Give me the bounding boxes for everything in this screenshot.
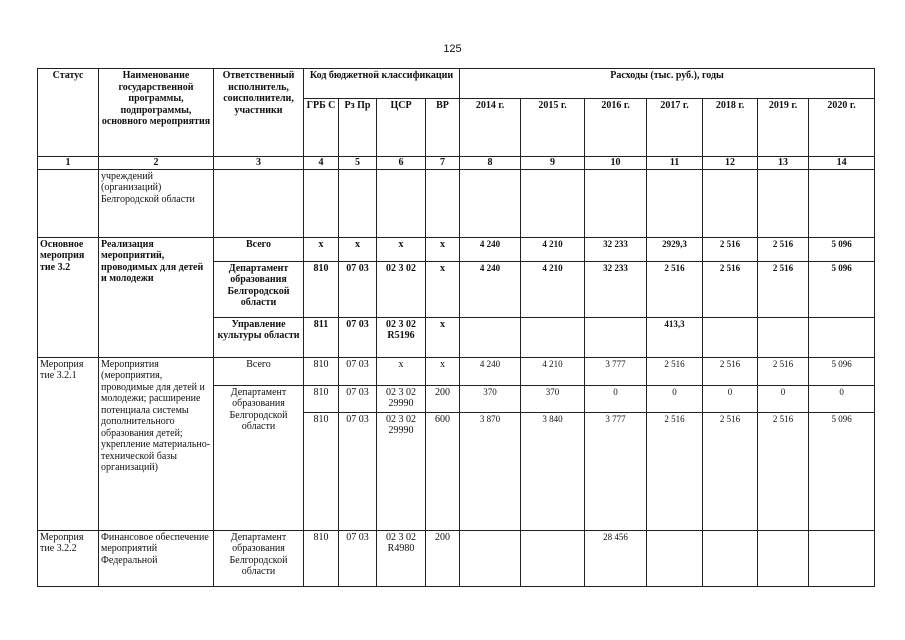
vr-cell: х [426, 357, 460, 385]
vr-cell: х [426, 317, 460, 357]
rzpr-cell: 07 03 [339, 385, 377, 412]
column-number: 5 [339, 157, 377, 170]
executor-cell: Управление культуры области [214, 317, 304, 357]
budget-table [37, 68, 875, 587]
value-cell [758, 317, 809, 357]
page-number: 125 [443, 43, 462, 55]
value-cell [758, 530, 809, 586]
value-cell [703, 317, 758, 357]
header-status: Статус [38, 69, 99, 157]
header-csr: ЦСР [377, 99, 426, 157]
value-cell: 32 233 [585, 237, 647, 261]
value-cell: 5 096 [809, 412, 875, 530]
status-cell: Основное мероприя тие 3.2 [38, 237, 99, 357]
column-number: 7 [426, 157, 460, 170]
rzpr-cell: х [339, 237, 377, 261]
value-cell [585, 317, 647, 357]
executor-cell: Департамент образования Белгородской области [214, 385, 304, 530]
csr-cell: х [377, 357, 426, 385]
header-year: 2015 г. [521, 99, 585, 157]
value-cell: 4 240 [460, 357, 521, 385]
value-cell: 32 233 [585, 261, 647, 317]
value-cell: 0 [647, 385, 703, 412]
value-cell: 2 516 [758, 261, 809, 317]
table-row [38, 237, 875, 261]
header-year: 2019 г. [758, 99, 809, 157]
value-cell: 3 870 [460, 412, 521, 530]
status-cell: Мероприя тие 3.2.1 [38, 357, 99, 530]
header-grbs: ГРБ С [304, 99, 339, 157]
table-row [38, 530, 875, 586]
rzpr-cell: 07 03 [339, 317, 377, 357]
value-cell: 0 [585, 385, 647, 412]
header-vr: ВР [426, 99, 460, 157]
rzpr-cell: 07 03 [339, 261, 377, 317]
grbs-cell: 810 [304, 357, 339, 385]
executor-cell: Всего [214, 357, 304, 385]
column-number: 4 [304, 157, 339, 170]
value-cell: 2 516 [647, 412, 703, 530]
continuation-text: учреждений (организаций) Белгородской области [99, 169, 214, 237]
header-year: 2014 г. [460, 99, 521, 157]
value-cell: 4 210 [521, 357, 585, 385]
value-cell: 4 210 [521, 261, 585, 317]
executor-cell: Всего [214, 237, 304, 261]
value-cell [647, 530, 703, 586]
value-cell: 4 210 [521, 237, 585, 261]
value-cell: 2 516 [647, 261, 703, 317]
grbs-cell: 811 [304, 317, 339, 357]
header-year: 2017 г. [647, 99, 703, 157]
vr-cell: 200 [426, 385, 460, 412]
grbs-cell: 810 [304, 261, 339, 317]
column-number: 2 [99, 157, 214, 170]
header-year: 2016 г. [585, 99, 647, 157]
rzpr-cell: 07 03 [339, 530, 377, 586]
value-cell: 0 [809, 385, 875, 412]
value-cell: 2 516 [758, 237, 809, 261]
column-number: 10 [585, 157, 647, 170]
value-cell [460, 317, 521, 357]
value-cell [521, 317, 585, 357]
status-cell: Мероприя тие 3.2.2 [38, 530, 99, 586]
value-cell: 413,3 [647, 317, 703, 357]
value-cell [809, 530, 875, 586]
value-cell [703, 530, 758, 586]
value-cell: 28 456 [585, 530, 647, 586]
header-executor: Ответственный исполнитель, соисполнители, участники [214, 69, 304, 157]
value-cell: 2 516 [703, 357, 758, 385]
value-cell: 3 777 [585, 412, 647, 530]
csr-cell: 02 3 02 [377, 261, 426, 317]
header-rzpr: Рз Пр [339, 99, 377, 157]
value-cell: 370 [460, 385, 521, 412]
rzpr-cell: 07 03 [339, 357, 377, 385]
vr-cell: 200 [426, 530, 460, 586]
value-cell [521, 530, 585, 586]
vr-cell: 600 [426, 412, 460, 530]
csr-cell: х [377, 237, 426, 261]
grbs-cell: 810 [304, 530, 339, 586]
column-number: 1 [38, 157, 99, 170]
value-cell: 2929,3 [647, 237, 703, 261]
column-number: 8 [460, 157, 521, 170]
program-name-cell: Мероприятия (мероприятия, проводимые для детей и молодежи; расширение потенциала системы дополнительного образования детей; укрепление материально-технической базы организаций) [99, 357, 214, 530]
header-year: 2020 г. [809, 99, 875, 157]
value-cell: 5 096 [809, 237, 875, 261]
column-number-row [38, 157, 875, 170]
value-cell: 4 240 [460, 261, 521, 317]
grbs-cell: 810 [304, 385, 339, 412]
executor-cell: Департамент образования Белгородской области [214, 261, 304, 317]
value-cell: 2 516 [703, 412, 758, 530]
csr-cell: 02 3 02 29990 [377, 412, 426, 530]
value-cell: 0 [703, 385, 758, 412]
value-cell: 4 240 [460, 237, 521, 261]
column-number: 12 [703, 157, 758, 170]
value-cell: 5 096 [809, 261, 875, 317]
table-row [38, 357, 875, 385]
column-number: 11 [647, 157, 703, 170]
column-number: 13 [758, 157, 809, 170]
value-cell: 370 [521, 385, 585, 412]
value-cell: 3 840 [521, 412, 585, 530]
value-cell [460, 530, 521, 586]
column-number: 14 [809, 157, 875, 170]
value-cell: 0 [758, 385, 809, 412]
value-cell: 2 516 [758, 357, 809, 385]
csr-cell: 02 3 02 R5196 [377, 317, 426, 357]
grbs-cell: 810 [304, 412, 339, 530]
vr-cell: х [426, 237, 460, 261]
header-name: Наименование государственной программы, подпрограммы, основного мероприятия [99, 69, 214, 157]
column-number: 9 [521, 157, 585, 170]
csr-cell: 02 3 02 29990 [377, 385, 426, 412]
csr-cell: 02 3 02 R4980 [377, 530, 426, 586]
value-cell: 5 096 [809, 357, 875, 385]
header-budget-code: Код бюджетной классификации [304, 69, 460, 99]
header-expenses: Расходы (тыс. руб.), годы [460, 69, 875, 99]
column-number: 3 [214, 157, 304, 170]
value-cell [809, 317, 875, 357]
value-cell: 2 516 [758, 412, 809, 530]
value-cell: 2 516 [647, 357, 703, 385]
grbs-cell: х [304, 237, 339, 261]
program-name-cell: Реализация мероприятий, проводимых для детей и молодежи [99, 237, 214, 357]
column-number: 6 [377, 157, 426, 170]
value-cell: 3 777 [585, 357, 647, 385]
program-name-cell: Финансовое обеспечение мероприятий Федеральной [99, 530, 214, 586]
continuation-row [38, 169, 875, 237]
header-year: 2018 г. [703, 99, 758, 157]
value-cell: 2 516 [703, 237, 758, 261]
executor-cell: Департамент образования Белгородской области [214, 530, 304, 586]
rzpr-cell: 07 03 [339, 412, 377, 530]
vr-cell: х [426, 261, 460, 317]
value-cell: 2 516 [703, 261, 758, 317]
